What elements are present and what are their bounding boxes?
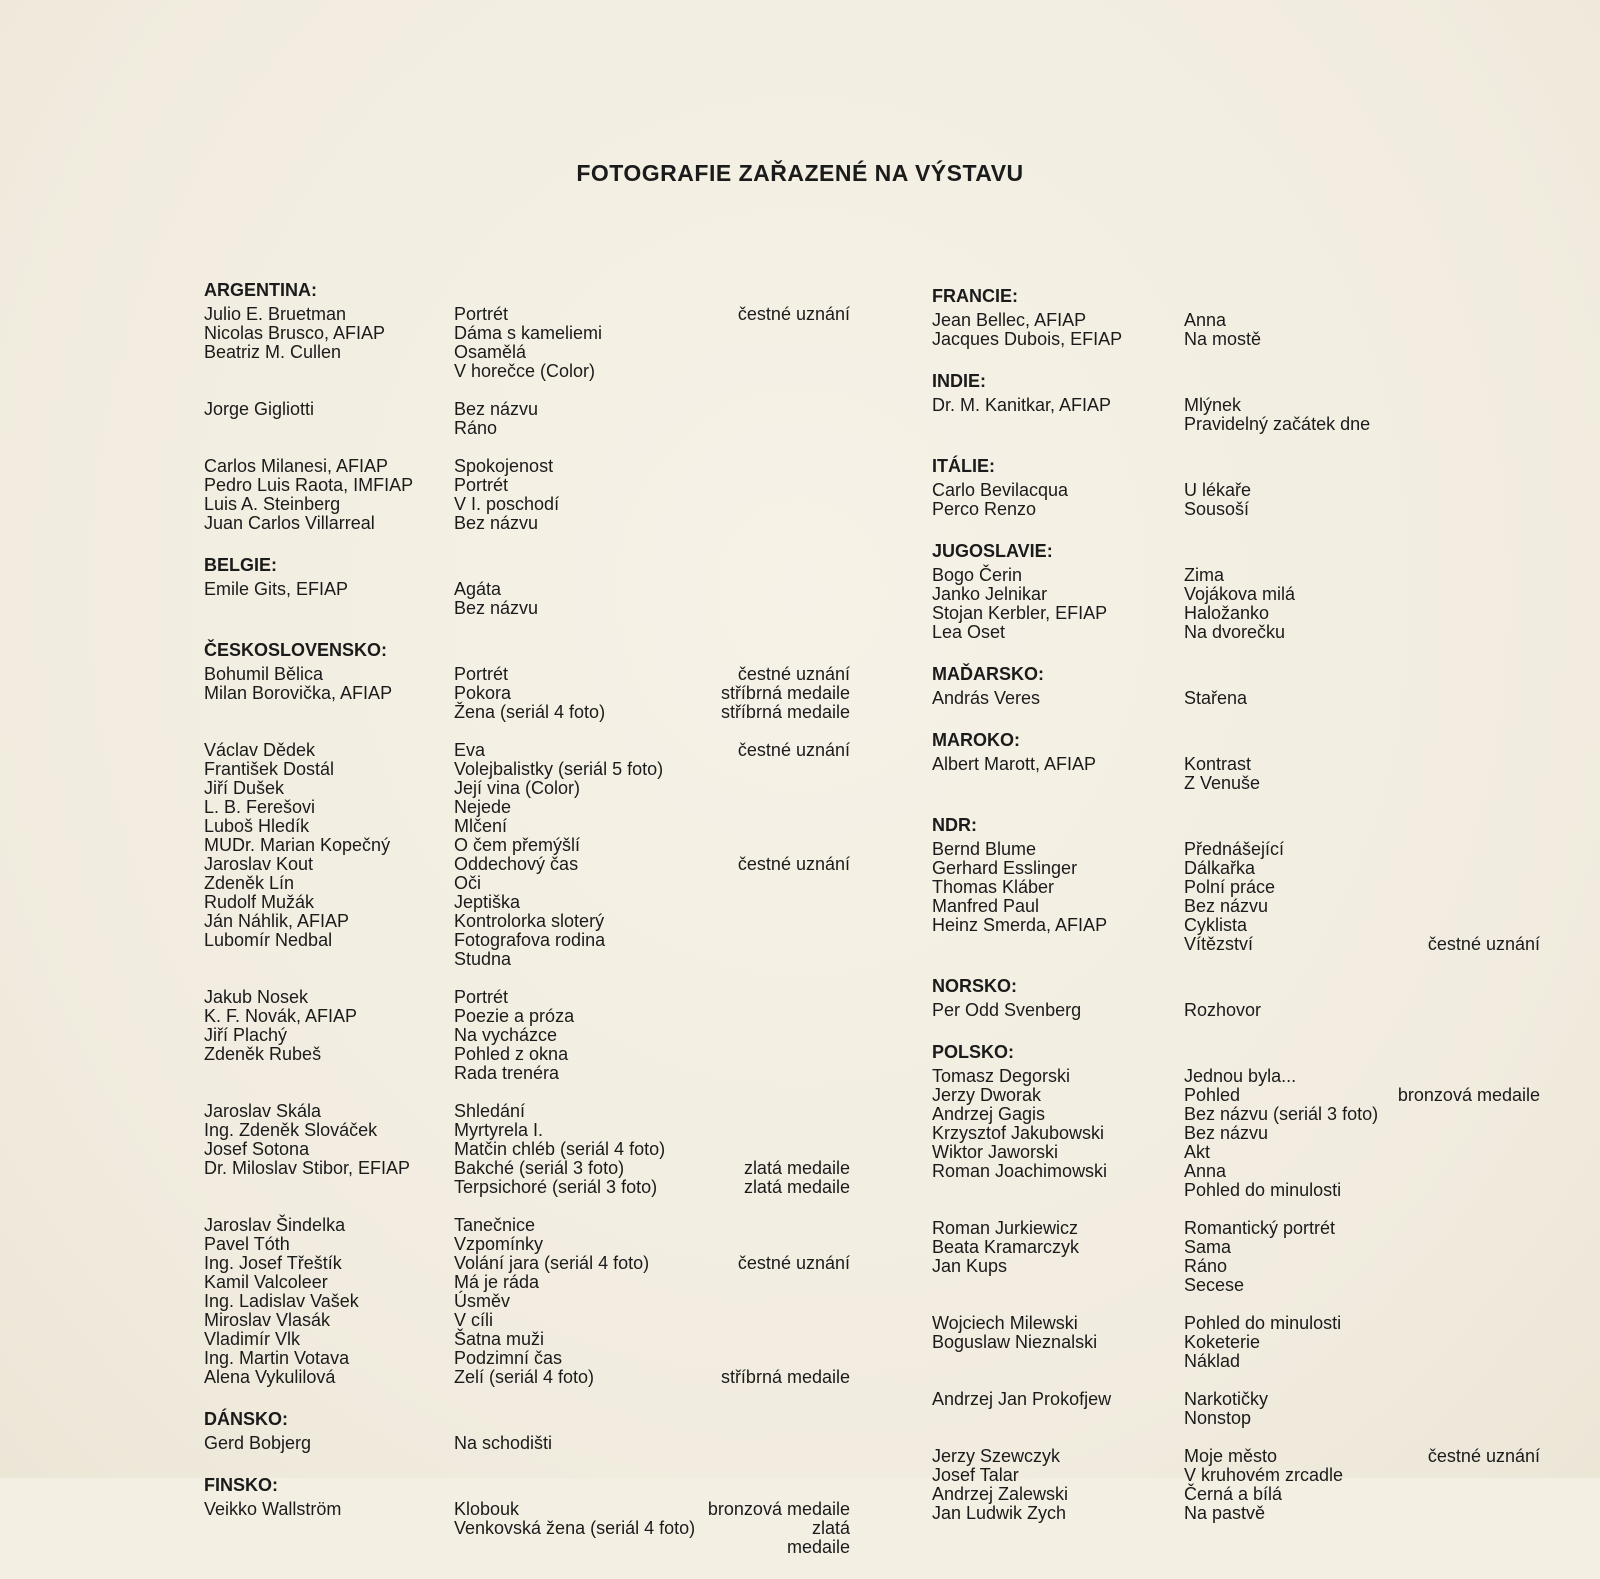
photo-title: Matčin chléb (seriál 4 foto) [454, 1139, 666, 1159]
author-name: Alena Vykulilová [204, 1367, 336, 1387]
photo-title: Akt [1184, 1142, 1211, 1162]
author-name: Emile Gits, EFIAP [204, 579, 349, 599]
entry-row [932, 689, 1572, 708]
author-name: Ing. Martin Votava [204, 1348, 350, 1368]
photo-title: Vítězství [1184, 934, 1254, 954]
country-section [204, 280, 884, 533]
entry-row [932, 1333, 1572, 1352]
author-name: Luboš Hledík [204, 816, 310, 836]
entry-row [204, 950, 884, 969]
entry-row [932, 755, 1572, 774]
entry-row [932, 1143, 1572, 1162]
entry-row [204, 1330, 884, 1349]
entry-row [932, 1447, 1572, 1466]
author-name: Jaroslav Šindelka [204, 1215, 346, 1235]
entry-row [204, 893, 884, 912]
entry-row [932, 1086, 1572, 1105]
entry-row [204, 514, 884, 533]
photo-title: Nonstop [1184, 1408, 1252, 1428]
award: zlatá medaile [786, 1518, 850, 1557]
country-section [932, 541, 1572, 642]
entry-row [204, 457, 884, 476]
photo-title: Na dvorečku [1184, 622, 1286, 642]
award: čestné uznání [737, 740, 850, 760]
photo-title: Má je ráda [454, 1272, 540, 1292]
author-name: Jiří Dušek [204, 778, 285, 798]
entry-row [204, 362, 884, 381]
entry-row [204, 912, 884, 931]
entry-row [204, 1102, 884, 1121]
author-name: Andrzej Jan Prokofjew [932, 1389, 1112, 1409]
photo-title: Tanečnice [454, 1215, 536, 1235]
author-name: Pavel Tóth [204, 1234, 290, 1254]
country-heading: BELGIE: [204, 555, 278, 575]
author-name: Beatriz M. Cullen [204, 342, 342, 362]
entry-row [932, 1001, 1572, 1020]
entry-row [204, 988, 884, 1007]
photo-title: V cíli [454, 1310, 494, 1330]
entry-row [932, 1219, 1572, 1238]
entry-row [932, 415, 1572, 434]
photo-title: Bez názvu [454, 598, 539, 618]
entry-row [932, 481, 1572, 500]
author-name: Jan Ludwik Zych [932, 1503, 1067, 1523]
photo-title: Oči [454, 873, 481, 893]
entry-row [204, 1007, 884, 1026]
country-section [204, 1475, 884, 1557]
author-name: Luis A. Steinberg [204, 494, 341, 514]
entry-row [204, 1235, 884, 1254]
entry-row [204, 855, 884, 874]
entry-row [204, 874, 884, 893]
country-heading: ČESKOSLOVENSKO: [204, 640, 388, 660]
photo-title: Pohled do minulosti [1184, 1313, 1342, 1333]
entry-row [932, 585, 1572, 604]
author-name: András Veres [932, 688, 1041, 708]
award: bronzová medaile [707, 1499, 850, 1519]
country-heading: FRANCIE: [932, 286, 1018, 306]
photo-title: Rada trenéra [454, 1063, 560, 1083]
photo-title: Dáma s kameliemi [454, 323, 603, 343]
photo-title: Dálkařka [1184, 858, 1256, 878]
photo-title: Osamělá [454, 342, 527, 362]
entry-row [932, 1314, 1572, 1333]
photo-title: Portrét [454, 475, 509, 495]
entry-row [204, 703, 884, 722]
photo-title: Venkovská žena (seriál 4 foto) [454, 1518, 696, 1538]
author-name: Pedro Luis Raota, IMFIAP [204, 475, 414, 495]
author-name: Dr. M. Kanitkar, AFIAP [932, 395, 1112, 415]
entry-row [932, 623, 1572, 642]
photo-title: Úsměv [454, 1291, 511, 1311]
author-name: Jiří Plachý [204, 1025, 288, 1045]
author-name: Jean Bellec, AFIAP [932, 310, 1087, 330]
award: čestné uznání [737, 1253, 850, 1273]
author-name: Milan Borovička, AFIAP [204, 683, 393, 703]
photo-title: Černá a bílá [1184, 1484, 1283, 1504]
author-name: Andrzej Zalewski [932, 1484, 1069, 1504]
entry-row [932, 396, 1572, 415]
photo-title: Zelí (seriál 4 foto) [454, 1367, 595, 1387]
entry-row [204, 1254, 884, 1273]
entry-row [204, 779, 884, 798]
award: zlatá medaile [743, 1158, 850, 1178]
author-name: Veikko Wallström [204, 1499, 342, 1519]
award: stříbrná medaile [720, 683, 850, 703]
photo-title: Na pastvě [1184, 1503, 1266, 1523]
entry-row [932, 1067, 1572, 1086]
photo-title: Agáta [454, 579, 502, 599]
photo-title: Klobouk [454, 1499, 520, 1519]
entry-row [204, 1273, 884, 1292]
author-name: Jaroslav Kout [204, 854, 314, 874]
author-name: MUDr. Marian Kopečný [204, 835, 391, 855]
author-name: Julio E. Bruetman [204, 304, 347, 324]
photo-title: Bez názvu [1184, 1123, 1269, 1143]
entry-row [204, 1500, 884, 1519]
photo-title: V horečce (Color) [454, 361, 596, 381]
author-name: Thomas Kláber [932, 877, 1055, 897]
photo-title: Ráno [1184, 1256, 1228, 1276]
entry-row [932, 1352, 1572, 1371]
entry-row [932, 774, 1572, 793]
country-heading: ARGENTINA: [204, 280, 317, 300]
entry-row [204, 1216, 884, 1235]
photo-title: Haložanko [1184, 603, 1270, 623]
photo-title: Mlýnek [1184, 395, 1242, 415]
photo-title: Vojákova milá [1184, 584, 1296, 604]
photo-title: Poezie a próza [454, 1006, 575, 1026]
author-name: L. B. Ferešovi [204, 797, 316, 817]
author-name: Kamil Valcoleer [204, 1272, 328, 1292]
author-name: Rudolf Mužák [204, 892, 315, 912]
photo-title: Na mostě [1184, 329, 1262, 349]
award: čestné uznání [1427, 934, 1540, 954]
entry-row [204, 495, 884, 514]
award: zlatá medaile [743, 1177, 850, 1197]
entry-row [204, 400, 884, 419]
author-name: Dr. Miloslav Stibor, EFIAP [204, 1158, 411, 1178]
author-name: Ing. Josef Třeštík [204, 1253, 342, 1273]
photo-title: U lékaře [1184, 480, 1252, 500]
award: stříbrná medaile [720, 1367, 850, 1387]
right-column [932, 286, 1572, 1545]
author-name: Carlos Milanesi, AFIAP [204, 456, 389, 476]
author-name: František Dostál [204, 759, 335, 779]
photo-title: V kruhovém zrcadle [1184, 1465, 1344, 1485]
entry-row [932, 500, 1572, 519]
photo-title: Eva [454, 740, 486, 760]
author-name: Wiktor Jaworski [932, 1142, 1059, 1162]
photo-title: Její vina (Color) [454, 778, 581, 798]
photo-title: Anna [1184, 1161, 1227, 1181]
entry-row [204, 1140, 884, 1159]
country-section [204, 1409, 884, 1453]
entry-row [932, 1276, 1572, 1295]
author-name: Manfred Paul [932, 896, 1040, 916]
author-name: Krzysztof Jakubowski [932, 1123, 1105, 1143]
photo-title: Myrtyrela I. [454, 1120, 544, 1140]
author-name: Roman Joachimowski [932, 1161, 1108, 1181]
photo-title: Fotografova rodina [454, 930, 606, 950]
photo-title: Pokora [454, 683, 512, 703]
author-name: Lubomír Nedbal [204, 930, 333, 950]
entry-row [932, 604, 1572, 623]
photo-title: Sama [1184, 1237, 1232, 1257]
entry-row [932, 1409, 1572, 1428]
photo-title: Žena (seriál 4 foto) [454, 702, 606, 722]
photo-title: Bez názvu (seriál 3 foto) [1184, 1104, 1379, 1124]
country-heading: NORSKO: [932, 976, 1017, 996]
entry-row [932, 566, 1572, 585]
photo-title: Bez názvu [454, 399, 539, 419]
entry-row [204, 1368, 884, 1387]
entry-row [932, 916, 1572, 935]
country-section [932, 664, 1572, 708]
photo-title: Portrét [454, 304, 509, 324]
author-name: Jan Kups [932, 1256, 1008, 1276]
entry-row [932, 840, 1572, 859]
photo-title: Terpsichoré (seriál 3 foto) [454, 1177, 658, 1197]
photo-title: Nejede [454, 797, 512, 817]
country-heading: JUGOSLAVIE: [932, 541, 1053, 561]
photo-title: Ráno [454, 418, 498, 438]
photo-title: Z Venuše [1184, 773, 1261, 793]
country-section [932, 456, 1572, 519]
photo-title: O čem přemýšlí [454, 835, 581, 855]
author-name: Roman Jurkiewicz [932, 1218, 1079, 1238]
entry-row [932, 1390, 1572, 1409]
award: bronzová medaile [1397, 1085, 1540, 1105]
photo-title: Volání jara (seriál 4 foto) [454, 1253, 650, 1273]
photo-title: Kontrast [1184, 754, 1252, 774]
photo-title: Zima [1184, 565, 1224, 585]
author-name: Heinz Smerda, AFIAP [932, 915, 1108, 935]
entry-row [204, 1121, 884, 1140]
country-heading: FINSKO: [204, 1475, 278, 1495]
author-name: Beata Kramarczyk [932, 1237, 1080, 1257]
photo-title: Cyklista [1184, 915, 1248, 935]
author-name: Ing. Ladislav Vašek [204, 1291, 359, 1311]
entry-row [932, 330, 1572, 349]
country-section [932, 286, 1572, 349]
author-name: Bohumil Bělica [204, 664, 324, 684]
author-name: Zdeněk Lín [204, 873, 295, 893]
author-name: Boguslaw Nieznalski [932, 1332, 1098, 1352]
photo-title: Vzpomínky [454, 1234, 544, 1254]
entry-row [204, 1349, 884, 1368]
entry-row [932, 311, 1572, 330]
entry-row [932, 1162, 1572, 1181]
entry-row [932, 1124, 1572, 1143]
entry-row [204, 343, 884, 362]
entry-row [204, 798, 884, 817]
author-name: Zdeněk Rubeš [204, 1044, 322, 1064]
entry-row [204, 817, 884, 836]
photo-title: Bez názvu [454, 513, 539, 533]
author-name: Václav Dědek [204, 740, 316, 760]
author-name: Tomasz Degorski [932, 1066, 1071, 1086]
award: čestné uznání [1427, 1446, 1540, 1466]
country-section [932, 815, 1572, 954]
entry-row [932, 1504, 1572, 1523]
author-name: Janko Jelnikar [932, 584, 1048, 604]
entry-row [932, 1105, 1572, 1124]
entry-row [204, 599, 884, 618]
photo-title: Narkotičky [1184, 1389, 1269, 1409]
country-section [932, 976, 1572, 1020]
author-name: Perco Renzo [932, 499, 1037, 519]
country-heading: DÁNSKO: [204, 1409, 288, 1429]
country-heading: MAROKO: [932, 730, 1020, 750]
photo-title: Přednášející [1184, 839, 1285, 859]
author-name: Stojan Kerbler, EFIAP [932, 603, 1108, 623]
author-name: Bogo Čerin [932, 565, 1023, 585]
entry-row [204, 741, 884, 760]
photo-title: Na vycházce [454, 1025, 558, 1045]
photo-title: Moje město [1184, 1446, 1278, 1466]
photo-title: Kontrolorka sloterý [454, 911, 605, 931]
author-name: Gerhard Esslinger [932, 858, 1078, 878]
photo-title: Pravidelný začátek dne [1184, 414, 1371, 434]
photo-title: Bez názvu [1184, 896, 1269, 916]
entry-row [204, 1519, 884, 1557]
author-name: Miroslav Vlasák [204, 1310, 331, 1330]
entry-row [204, 305, 884, 324]
author-name: Bernd Blume [932, 839, 1037, 859]
entry-row [932, 859, 1572, 878]
country-heading: ITÁLIE: [932, 456, 995, 476]
photo-title: Pohled do minulosti [1184, 1180, 1342, 1200]
author-name: K. F. Novák, AFIAP [204, 1006, 358, 1026]
photo-title: V I. poschodí [454, 494, 560, 514]
author-name: Wojciech Milewski [932, 1313, 1078, 1333]
entry-row [932, 897, 1572, 916]
author-name: Jakub Nosek [204, 987, 309, 1007]
entry-row [204, 324, 884, 343]
photo-title: Pohled [1184, 1085, 1241, 1105]
entry-row [204, 1178, 884, 1197]
photo-title: Secese [1184, 1275, 1245, 1295]
country-heading: MAĎARSKO: [932, 664, 1044, 684]
country-section [204, 640, 884, 1387]
entry-row [932, 1238, 1572, 1257]
entry-row [204, 665, 884, 684]
page-title: FOTOGRAFIE ZAŘAZENÉ NA VÝSTAVU [576, 160, 1024, 186]
author-name: Per Odd Svenberg [932, 1000, 1082, 1020]
entry-row [204, 476, 884, 495]
author-name: Jacques Dubois, EFIAP [932, 329, 1123, 349]
entry-row [204, 684, 884, 703]
author-name: Jorge Gigliotti [204, 399, 315, 419]
author-name: Vladimír Vlk [204, 1329, 301, 1349]
entry-row [932, 1466, 1572, 1485]
entry-row [932, 1181, 1572, 1200]
photo-title: Portrét [454, 664, 509, 684]
photo-title: Podzimní čas [454, 1348, 563, 1368]
photo-title: Rozhovor [1184, 1000, 1262, 1020]
author-name: Ján Náhlik, AFIAP [204, 911, 350, 931]
author-name: Juan Carlos Villarreal [204, 513, 375, 533]
entry-row [204, 419, 884, 438]
photo-title: Bakché (seriál 3 foto) [454, 1158, 625, 1178]
photo-title: Shledání [454, 1101, 526, 1121]
award: čestné uznání [737, 664, 850, 684]
country-section [932, 1042, 1572, 1523]
photo-title: Koketerie [1184, 1332, 1261, 1352]
photo-title: Polní práce [1184, 877, 1276, 897]
entry-row [204, 580, 884, 599]
award: čestné uznání [737, 854, 850, 874]
country-section [204, 555, 884, 618]
entry-row [204, 1045, 884, 1064]
author-name: Josef Talar [932, 1465, 1019, 1485]
entry-row [204, 1064, 884, 1083]
photo-title: Oddechový čas [454, 854, 579, 874]
photo-title: Romantický portrét [1184, 1218, 1336, 1238]
author-name: Jaroslav Skála [204, 1101, 322, 1121]
author-name: Lea Oset [932, 622, 1006, 642]
entry-row [932, 935, 1572, 954]
entry-row [204, 836, 884, 855]
author-name: Carlo Bevilacqua [932, 480, 1069, 500]
photo-title: Spokojenost [454, 456, 554, 476]
entry-row [932, 1257, 1572, 1276]
photo-title: Stařena [1184, 688, 1248, 708]
country-heading: POLSKO: [932, 1042, 1015, 1062]
author-name: Ing. Zdeněk Slováček [204, 1120, 378, 1140]
country-section [932, 730, 1572, 793]
author-name: Gerd Bobjerg [204, 1433, 312, 1453]
entry-row [204, 1159, 884, 1178]
country-heading: NDR: [932, 815, 977, 835]
country-heading: INDIE: [932, 371, 986, 391]
country-section [932, 371, 1572, 434]
entry-row [932, 1485, 1572, 1504]
award: stříbrná medaile [720, 702, 850, 722]
entry-row [204, 1026, 884, 1045]
photo-title: Jeptiška [454, 892, 521, 912]
author-name: Andrzej Gagis [932, 1104, 1046, 1124]
photo-title: Pohled z okna [454, 1044, 569, 1064]
photo-title: Šatna muži [454, 1329, 545, 1349]
award: čestné uznání [737, 304, 850, 324]
photo-title: Náklad [1184, 1351, 1241, 1371]
entry-row [204, 931, 884, 950]
photo-title: Mlčení [454, 816, 508, 836]
photo-title: Jednou byla... [1184, 1066, 1297, 1086]
entry-row [204, 1434, 884, 1453]
photo-title: Na schodišti [454, 1433, 553, 1453]
photo-title: Volejbalistky (seriál 5 foto) [454, 759, 664, 779]
author-name: Jerzy Szewczyk [932, 1446, 1061, 1466]
author-name: Jerzy Dworak [932, 1085, 1042, 1105]
author-name: Albert Marott, AFIAP [932, 754, 1097, 774]
left-column [204, 280, 884, 1579]
photo-title: Studna [454, 949, 512, 969]
entry-row [204, 1311, 884, 1330]
author-name: Nicolas Brusco, AFIAP [204, 323, 386, 343]
photo-title: Anna [1184, 310, 1227, 330]
entry-row [204, 760, 884, 779]
photo-title: Sousoší [1184, 499, 1250, 519]
entry-row [932, 878, 1572, 897]
entry-row [204, 1292, 884, 1311]
photo-title: Portrét [454, 987, 509, 1007]
author-name: Josef Sotona [204, 1139, 310, 1159]
